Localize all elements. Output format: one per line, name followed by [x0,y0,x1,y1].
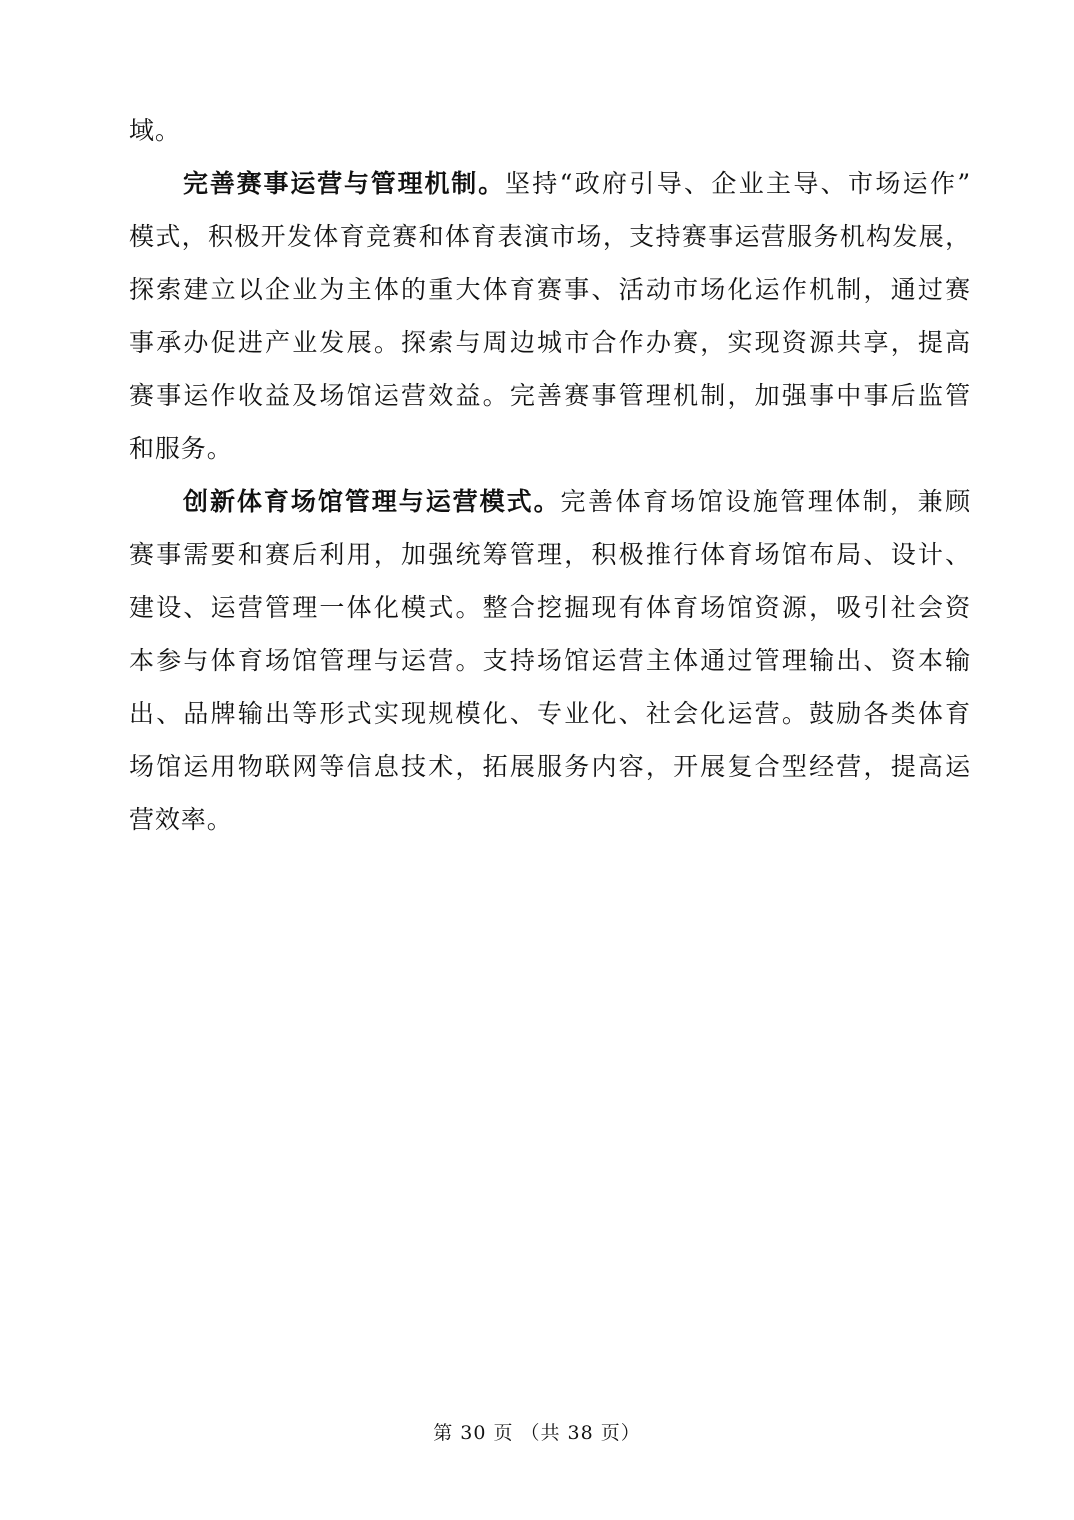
body-text: 和服务。 [129,434,233,463]
body-text: 赛事需要和赛后利用，加强统筹管理，积极推行体育场馆布局、设计、 [129,540,971,569]
body-text: 建设、运营管理一体化模式。整合挖掘现有体育场馆资源，吸引社会资 [129,593,971,622]
body-line [129,581,971,634]
body-text: 本参与体育场馆管理与运营。支持场馆运营主体通过管理输出、资本输 [129,646,971,675]
body-line [129,528,971,581]
body-text: 探索建立以企业为主体的重大体育赛事、活动市场化运作机制，通过赛 [129,275,971,304]
paragraph-heading: 完善赛事运营与管理机制。 [183,169,505,198]
body-line [129,740,971,793]
body-line [129,104,971,157]
body-line [129,210,971,263]
body-text: 完善体育场馆设施管理体制，兼顾 [560,487,971,516]
body-line [129,687,971,740]
document-body [129,104,971,846]
body-line [129,634,971,687]
page-number-footer: 第 30 页 （共 38 页） [433,1422,641,1444]
body-line [129,263,971,316]
body-text: 出、品牌输出等形式实现规模化、专业化、社会化运营。鼓励各类体育 [129,699,971,728]
body-text: 场馆运用物联网等信息技术，拓展服务内容，开展复合型经营，提高运 [129,752,971,781]
body-text: 营效率。 [129,805,233,834]
body-text: 坚持“政府引导、企业主导、市场运作” [504,169,971,198]
body-text: 域。 [129,116,181,145]
body-line [129,793,971,846]
body-text: 模式，积极开发体育竞赛和体育表演市场，支持赛事运营服务机构发展， [129,222,971,251]
body-line [129,422,971,475]
body-text: 事承办促进产业发展。探索与周边城市合作办赛，实现资源共享，提高 [129,328,971,357]
paragraph-heading: 创新体育场馆管理与运营模式。 [183,487,561,516]
body-line [129,316,971,369]
body-line [129,157,971,210]
body-line [129,475,971,528]
body-line [129,369,971,422]
body-text: 赛事运作收益及场馆运营效益。完善赛事管理机制，加强事中事后监管 [129,381,971,410]
